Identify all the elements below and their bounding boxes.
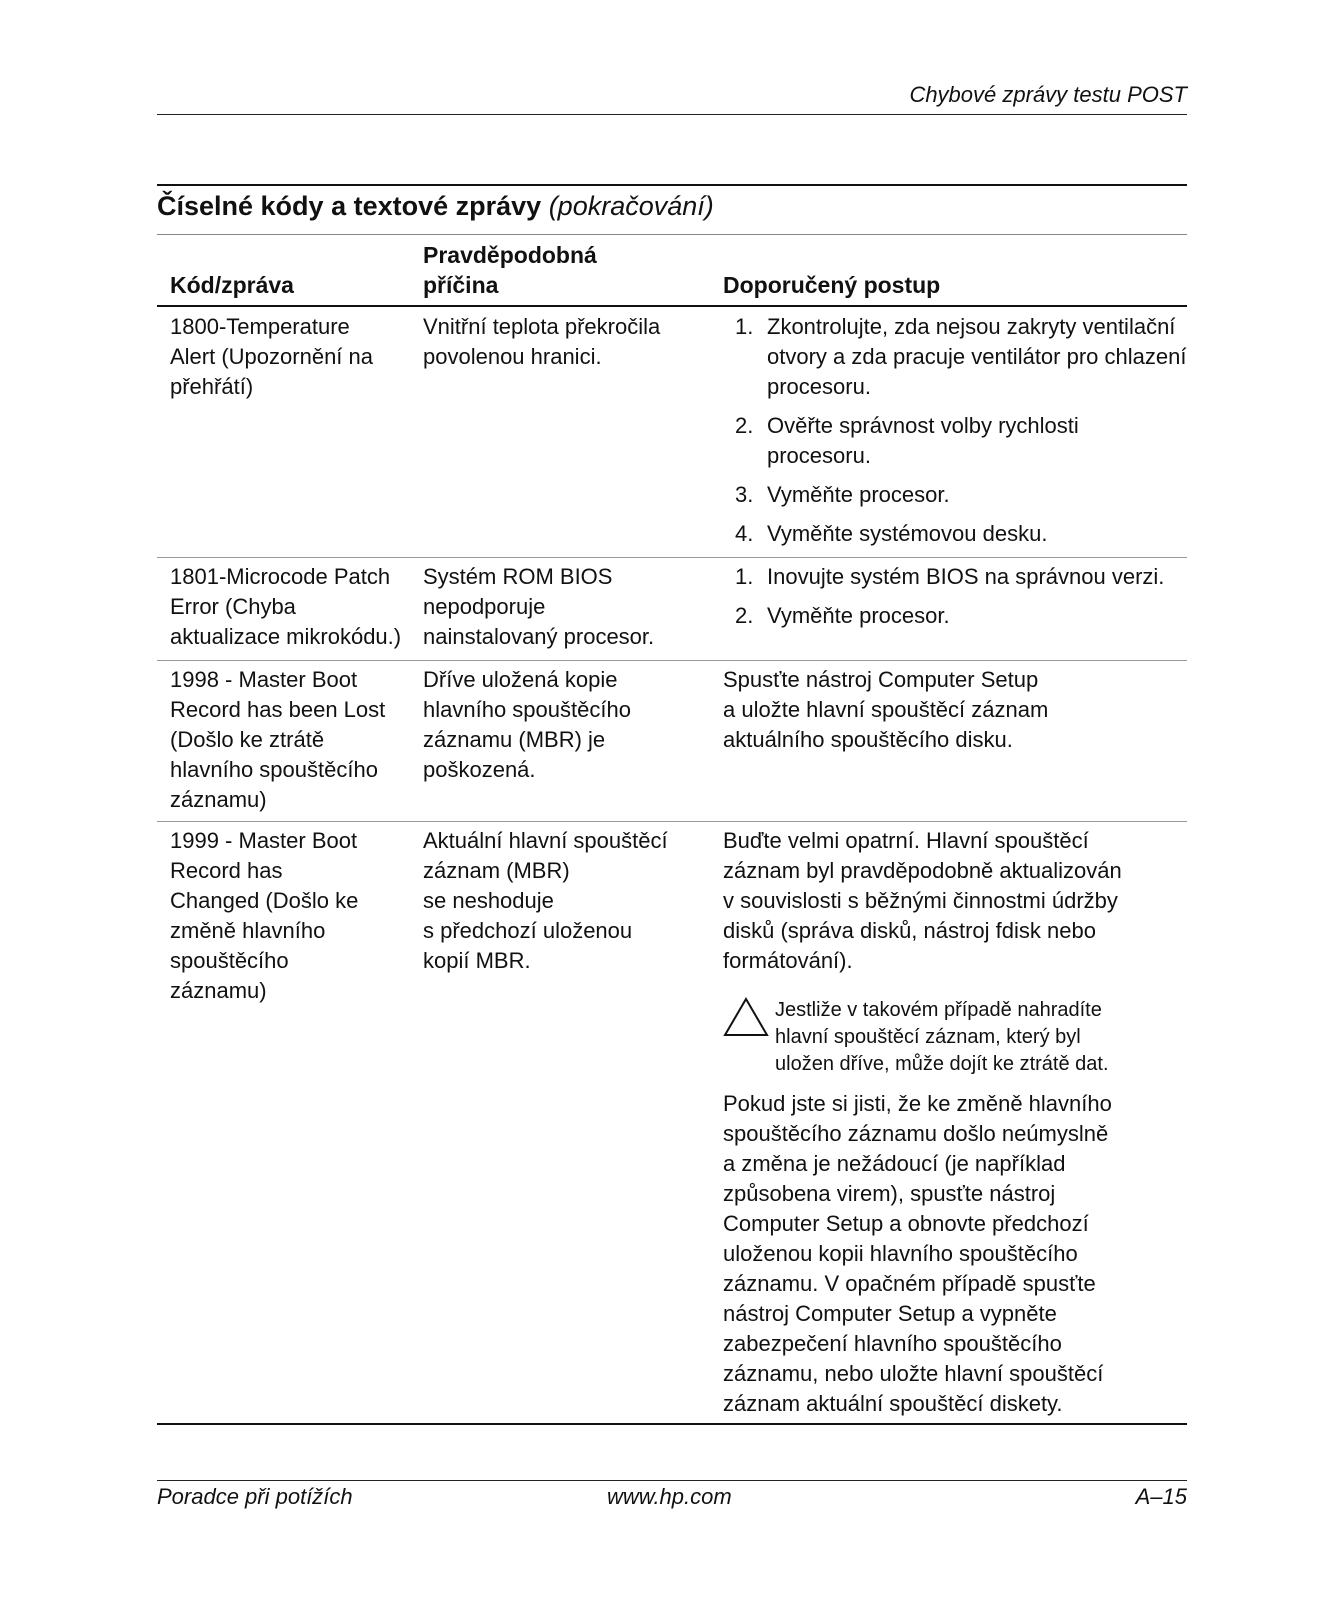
table-bottom-rule	[157, 1423, 1187, 1425]
row-1801-code: 1801-Microcode Patch Error (Chyba aktualizace mikrokódu.)	[170, 564, 402, 649]
header-rule	[157, 114, 1187, 115]
row-1998-cause: Dříve uložená kopie hlavního spouštěcího záznamu (MBR) je poškozená.	[423, 667, 631, 782]
footer-url: www.hp.com	[607, 1484, 732, 1509]
footer-rule	[157, 1480, 1187, 1481]
list-item: 4. Vyměňte systémovou desku.	[735, 521, 1048, 546]
row-1999-code: 1999 - Master Boot Record has Changed (Došlo ke změně hlavního spouštěcího záznamu)	[170, 828, 359, 1003]
row-divider	[157, 821, 1187, 822]
column-header-code: Kód/zpráva	[170, 272, 294, 298]
page-number: A–15	[1135, 1484, 1187, 1509]
document-page	[157, 0, 1187, 1600]
column-header-action: Doporučený postup	[723, 272, 941, 298]
row-divider	[157, 557, 1187, 558]
row-1800-code: 1800-Temperature Alert (Upozornění na přehřátí)	[170, 314, 373, 399]
list-item: 3. Vyměňte procesor.	[735, 482, 950, 507]
footer-section-title: Poradce při potížích	[157, 1484, 353, 1509]
row-1998-action: Spusťte nástroj Computer Setup a uložte hlavní spouštěcí záznam aktuálního spouštěcího disku.	[723, 667, 1049, 752]
row-1999-action-detail: Pokud jste si jisti, že ke změně hlavního spouštěcího záznamu došlo neúmyslně a změna je nežádoucí (je například způsobena virem), spusťte nástroj Computer Setup a obnovte předchozí uloženou kopii hlavního spouštěcího záznamu. V opačném případě spusťte nástroj Computer Setup a vypněte zabezpečení hlavního spouštěcího záznamu, nebo uložte hlavní spouštěcí záznam aktuální spouštěcí diskety.	[723, 1091, 1112, 1416]
list-item: 2. Vyměňte procesor.	[735, 603, 950, 628]
caution-text: Jestliže v takovém případě nahradíte hlavní spouštěcí záznam, který byl uložen dříve, může dojít ke ztrátě dat.	[775, 999, 1109, 1075]
row-1801-steps	[723, 562, 1187, 640]
list-item: 1. Zkontrolujte, zda nejsou zakryty ventilační otvory a zda pracuje ventilátor pro chlazení procesoru.	[735, 314, 1187, 399]
list-item: 2. Ověřte správnost volby rychlosti procesoru.	[735, 413, 1079, 468]
table-title-main: Číselné kódy a textové zprávy	[157, 191, 542, 221]
row-1800-steps	[723, 312, 1187, 558]
table-title	[157, 191, 714, 222]
row-1998-code: 1998 - Master Boot Record has been Lost (Došlo ke ztrátě hlavního spouštěcího záznamu)	[170, 667, 386, 812]
row-1800-cause: Vnitřní teplota překročila povolenou hranici.	[423, 314, 661, 369]
table-top-rule	[157, 184, 1187, 186]
column-header-cause: Pravděpodobná příčina	[423, 242, 597, 298]
row-1801-cause: Systém ROM BIOS nepodporuje nainstalovaný procesor.	[423, 564, 655, 649]
title-rule	[157, 234, 1187, 235]
running-header: Chybové zprávy testu POST	[909, 82, 1187, 107]
row-1999-cause: Aktuální hlavní spouštěcí záznam (MBR) se neshoduje s předchozí uloženou kopií MBR.	[423, 828, 668, 973]
row-1999-action-intro: Buďte velmi opatrní. Hlavní spouštěcí záznam byl pravděpodobně aktualizován v souvislosti s běžnými činnostmi údržby disků (správa disků, nástroj fdisk nebo formátování).	[723, 828, 1122, 973]
caution-triangle-icon	[723, 997, 769, 1037]
header-row-rule	[157, 305, 1187, 307]
table-title-continued: (pokračování)	[548, 191, 714, 221]
list-item: 1. Inovujte systém BIOS na správnou verzi.	[735, 564, 1165, 589]
row-divider	[157, 660, 1187, 661]
